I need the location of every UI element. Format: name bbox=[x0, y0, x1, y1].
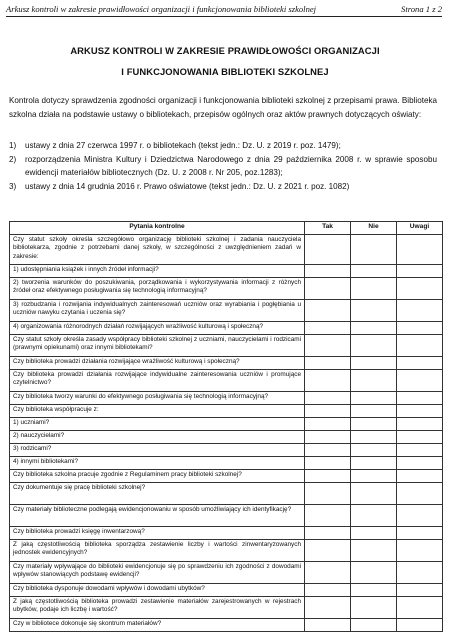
remarks-cell[interactable] bbox=[397, 357, 443, 370]
remarks-cell[interactable] bbox=[397, 597, 443, 619]
answer-yes-cell[interactable] bbox=[305, 483, 351, 505]
item-text: rozporządzenia Ministra Kultury i Dziedzictwa Narodowego z dnia 29 października 2008 r. w sprawie sposobu ewidencji materiałów bibliotecznych (Dz. U. z 2008 r. Nr 205, poz.1283); bbox=[25, 154, 437, 178]
intro-text: Kontrola dotyczy sprawdzenia zgodności organizacji i funkcjonowania biblioteki szkolnej z przepisami prawa. Biblioteka szkolna działa na podstawie ustawy o bibliotekach, przepisów ogólnych oraz aktów prawnych dotyczących oświaty: bbox=[9, 96, 437, 119]
remarks-cell[interactable] bbox=[397, 483, 443, 505]
answer-yes-cell[interactable] bbox=[305, 392, 351, 405]
remarks-cell[interactable] bbox=[397, 584, 443, 597]
remarks-cell[interactable] bbox=[397, 335, 443, 357]
answer-no-cell[interactable] bbox=[351, 597, 397, 619]
document-title-line-2: I FUNKCJONOWANIA BIBLIOTEKI SZKOLNEJ bbox=[121, 66, 329, 77]
answer-no-cell[interactable] bbox=[351, 300, 397, 322]
answer-no-cell[interactable] bbox=[351, 444, 397, 457]
question-text: Czy biblioteka dysponuje dowodami wpływów i dowodami ubytków? bbox=[10, 584, 305, 597]
remarks-cell[interactable] bbox=[397, 562, 443, 584]
remarks-cell[interactable] bbox=[397, 505, 443, 527]
question-text: Z jaką częstotliwością biblioteka prowadzi zestawienie materiałów zarejestrowanych w rejestrach ubytków, podaje ich liczbę i wartość? bbox=[10, 597, 305, 619]
answer-yes-cell[interactable] bbox=[305, 335, 351, 357]
answer-yes-cell[interactable] bbox=[305, 278, 351, 300]
question-text: Czy dokumentuje się pracę biblioteki szkolnej? bbox=[10, 483, 305, 505]
table-row bbox=[10, 505, 443, 527]
answer-no-cell[interactable] bbox=[351, 235, 397, 265]
remarks-cell[interactable] bbox=[397, 457, 443, 470]
answer-yes-cell[interactable] bbox=[305, 562, 351, 584]
answer-yes-cell[interactable] bbox=[305, 540, 351, 562]
question-text: 1) udostępniania książek i innych źródeł informacji? bbox=[10, 265, 305, 278]
question-text: 4) innymi bibliotekami? bbox=[10, 457, 305, 470]
answer-yes-cell[interactable] bbox=[305, 619, 351, 632]
table-row bbox=[10, 335, 443, 357]
question-text: Czy biblioteka prowadzi działania rozwijające indywidualne zainteresowania uczniów i promujące czytelnictwo? bbox=[10, 370, 305, 392]
answer-yes-cell[interactable] bbox=[305, 431, 351, 444]
table-row bbox=[10, 584, 443, 597]
answer-no-cell[interactable] bbox=[351, 418, 397, 431]
answer-yes-cell[interactable] bbox=[305, 505, 351, 527]
answer-no-cell[interactable] bbox=[351, 370, 397, 392]
answer-no-cell[interactable] bbox=[351, 431, 397, 444]
answer-no-cell[interactable] bbox=[351, 619, 397, 632]
remarks-cell[interactable] bbox=[397, 322, 443, 335]
question-text: Czy biblioteka tworzy warunki do efektywnego posługiwania się technologią informacyjną? bbox=[10, 392, 305, 405]
running-header bbox=[6, 3, 442, 17]
remarks-cell[interactable] bbox=[397, 392, 443, 405]
table-row bbox=[10, 562, 443, 584]
answer-yes-cell[interactable] bbox=[305, 418, 351, 431]
table-header-row bbox=[10, 222, 443, 235]
remarks-cell[interactable] bbox=[397, 619, 443, 632]
legal-basis-list bbox=[9, 139, 437, 194]
remarks-cell[interactable] bbox=[397, 235, 443, 265]
remarks-cell[interactable] bbox=[397, 431, 443, 444]
table-row bbox=[10, 278, 443, 300]
table-row bbox=[10, 322, 443, 335]
legal-basis-item bbox=[9, 139, 437, 153]
column-header-remarks: Uwagi bbox=[397, 222, 443, 235]
answer-yes-cell[interactable] bbox=[305, 470, 351, 483]
legal-basis-item bbox=[9, 180, 437, 194]
answer-no-cell[interactable] bbox=[351, 505, 397, 527]
column-header-yes: Tak bbox=[305, 222, 351, 235]
answer-yes-cell[interactable] bbox=[305, 357, 351, 370]
question-text: Czy biblioteka prowadzi działania rozwijające wrażliwość kulturową i społeczną? bbox=[10, 357, 305, 370]
remarks-cell[interactable] bbox=[397, 405, 443, 418]
answer-no-cell[interactable] bbox=[351, 470, 397, 483]
remarks-cell[interactable] bbox=[397, 300, 443, 322]
answer-yes-cell[interactable] bbox=[305, 457, 351, 470]
table-row bbox=[10, 597, 443, 619]
table-row bbox=[10, 527, 443, 540]
table-row bbox=[10, 540, 443, 562]
table-row bbox=[10, 470, 443, 483]
answer-no-cell[interactable] bbox=[351, 540, 397, 562]
question-text: Czy materiały biblioteczne podlegają ewidencjonowaniu w sposób umożliwiający ich identyfikację? bbox=[10, 505, 305, 527]
table-row bbox=[10, 457, 443, 470]
remarks-cell[interactable] bbox=[397, 527, 443, 540]
question-text: Czy biblioteka szkolna pracuje zgodnie z Regulaminem pracy biblioteki szkolnej? bbox=[10, 470, 305, 483]
table-row bbox=[10, 483, 443, 505]
item-text: ustawy z dnia 27 czerwca 1997 r. o bibliotekach (tekst jedn.: Dz. U. z 2019 r. poz. 1479); bbox=[25, 141, 341, 150]
intro-paragraph bbox=[9, 94, 437, 121]
question-text: 3) rozbudzania i rozwijania indywidualnych zainteresowań uczniów oraz wyrabiania i pogłębiania u uczniów nawyku czytania i uczenia się? bbox=[10, 300, 305, 322]
table-row bbox=[10, 619, 443, 632]
remarks-cell[interactable] bbox=[397, 370, 443, 392]
question-text: 1) uczniami? bbox=[10, 418, 305, 431]
answer-no-cell[interactable] bbox=[351, 392, 397, 405]
answer-no-cell[interactable] bbox=[351, 405, 397, 418]
table-row bbox=[10, 431, 443, 444]
answer-no-cell[interactable] bbox=[351, 457, 397, 470]
legal-basis-item bbox=[9, 153, 437, 180]
answer-no-cell[interactable] bbox=[351, 357, 397, 370]
answer-yes-cell[interactable] bbox=[305, 405, 351, 418]
answer-yes-cell[interactable] bbox=[305, 235, 351, 265]
question-text: Czy biblioteka współpracuje z: bbox=[10, 405, 305, 418]
question-text: 4) organizowania różnorodnych działań rozwijających wrażliwość kulturową i społeczną? bbox=[10, 322, 305, 335]
question-text: 2) nauczycielami? bbox=[10, 431, 305, 444]
table-row bbox=[10, 265, 443, 278]
item-text: ustawy z dnia 14 grudnia 2016 r. Prawo oświatowe (tekst jedn.: Dz. U. z 2021 r. poz. 1082) bbox=[25, 182, 350, 192]
question-text: Czy w bibliotece dokonuje się skontrum materiałów? bbox=[10, 619, 305, 632]
remarks-cell[interactable] bbox=[397, 470, 443, 483]
table-row bbox=[10, 418, 443, 431]
question-text: 2) tworzenia warunków do poszukiwania, porządkowania i wykorzystywania informacji z różnych źródeł oraz efektywnego posługiwania się technologią informacyjną? bbox=[10, 278, 305, 300]
answer-yes-cell[interactable] bbox=[305, 584, 351, 597]
header-title: Arkusz kontroli w zakresie prawidłowości organizacji i funkcjonowania biblioteki szkolnej bbox=[6, 4, 317, 14]
page-number: Strona 1 z 2 bbox=[401, 4, 442, 14]
table-body bbox=[10, 235, 443, 632]
answer-no-cell[interactable] bbox=[351, 527, 397, 540]
table-row bbox=[10, 235, 443, 265]
answer-yes-cell[interactable] bbox=[305, 444, 351, 457]
table-row bbox=[10, 444, 443, 457]
item-number: 3) bbox=[9, 182, 17, 192]
table-row bbox=[10, 370, 443, 392]
answer-yes-cell[interactable] bbox=[305, 597, 351, 619]
remarks-cell[interactable] bbox=[397, 444, 443, 457]
question-text: Czy statut szkoły określa szczegółowo organizację biblioteki szkolnej i zadania nauczyciela bibliotekarza, zgodnie z potrzebami danej szkoły, w szczególności z uwzględnieniem zadań w zakresie: bbox=[10, 235, 305, 265]
item-number: 1) bbox=[9, 141, 17, 150]
answer-no-cell[interactable] bbox=[351, 278, 397, 300]
control-questions-table bbox=[9, 221, 443, 632]
answer-no-cell[interactable] bbox=[351, 483, 397, 505]
item-number: 2) bbox=[9, 154, 17, 164]
answer-yes-cell[interactable] bbox=[305, 527, 351, 540]
question-text: Czy materiały wpływające do biblioteki ewidencjonuje się po sprawdzeniu ich zgodności z dowodami wpływów stanowiących podstawę ewidencji? bbox=[10, 562, 305, 584]
table-row bbox=[10, 405, 443, 418]
answer-no-cell[interactable] bbox=[351, 335, 397, 357]
answer-yes-cell[interactable] bbox=[305, 300, 351, 322]
answer-yes-cell[interactable] bbox=[305, 265, 351, 278]
question-text: 3) rodzicami? bbox=[10, 444, 305, 457]
remarks-cell[interactable] bbox=[397, 265, 443, 278]
answer-no-cell[interactable] bbox=[351, 265, 397, 278]
answer-no-cell[interactable] bbox=[351, 584, 397, 597]
question-text: Z jaką częstotliwością biblioteka sporządza zestawienie liczby i wartości zinwentaryzowanych jednostek ewidencyjnych? bbox=[10, 540, 305, 562]
answer-yes-cell[interactable] bbox=[305, 322, 351, 335]
remarks-cell[interactable] bbox=[397, 418, 443, 431]
question-text: Czy statut szkoły określa zasady współpracy biblioteki szkolnej z uczniami, nauczycielami i rodzicami (prawnymi opiekunami) oraz innymi bibliotekami? bbox=[10, 335, 305, 357]
table-row bbox=[10, 357, 443, 370]
question-text: Czy biblioteka prowadzi księgę inwentarzową? bbox=[10, 527, 305, 540]
remarks-cell[interactable] bbox=[397, 278, 443, 300]
answer-yes-cell[interactable] bbox=[305, 370, 351, 392]
document-title-line-1: ARKUSZ KONTROLI W ZAKRESIE PRAWIDŁOWOŚCI ORGANIZACJI bbox=[70, 45, 380, 56]
column-header-no: Nie bbox=[351, 222, 397, 235]
answer-no-cell[interactable] bbox=[351, 322, 397, 335]
table-row bbox=[10, 392, 443, 405]
table-row bbox=[10, 300, 443, 322]
column-header-questions: Pytania kontrolne bbox=[10, 222, 305, 235]
answer-no-cell[interactable] bbox=[351, 562, 397, 584]
remarks-cell[interactable] bbox=[397, 540, 443, 562]
